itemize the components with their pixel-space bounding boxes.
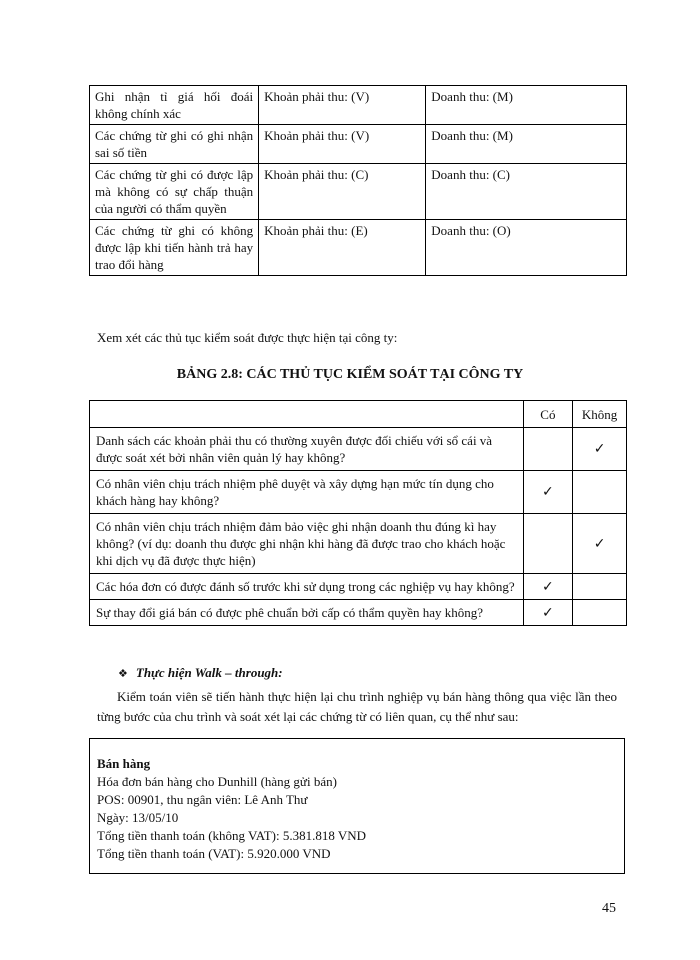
walkthrough-paragraph: Kiểm toán viên sẽ tiến hành thực hiện lại chu trình nghiệp vụ bán hàng thông qua việc lần theo từng bước của chu trình và soát xét lại các chứng từ có liên quan, cụ thể như sau: — [97, 689, 617, 724]
check-icon: ✓ — [542, 484, 554, 500]
table-cell: Khoản phải thu: (V) — [259, 125, 426, 164]
sales-record-box — [89, 738, 625, 874]
table-cell: Doanh thu: (M) — [426, 125, 627, 164]
table-cell: Khoản phải thu: (C) — [259, 164, 426, 220]
question-cell: Sự thay đổi giá bán có được phê chuẩn bởi cấp có thẩm quyền hay không? — [90, 600, 524, 626]
question-cell: Có nhân viên chịu trách nhiệm phê duyệt và xây dựng hạn mức tín dụng cho khách hàng hay không? — [90, 471, 524, 514]
table-row — [90, 125, 627, 164]
table-cell: Các chứng từ ghi có ghi nhận sai số tiền — [90, 125, 259, 164]
question-cell: Danh sách các khoản phải thu có thường xuyên được đối chiếu với sổ cái và được soát xét bởi nhân viên quản lý hay không? — [90, 428, 524, 471]
table-cell: Ghi nhận tỉ giá hối đoái không chính xác — [90, 86, 259, 125]
header-yes: Có — [523, 401, 573, 428]
sales-line: POS: 00901, thu ngân viên: Lê Anh Thư — [97, 792, 308, 807]
table-cell: Doanh thu: (O) — [426, 220, 627, 276]
table-row — [90, 600, 627, 626]
sales-line: Tổng tiền thanh toán (không VAT): 5.381.818 VND — [97, 828, 367, 843]
table-row — [90, 514, 627, 574]
question-cell: Có nhân viên chịu trách nhiệm đảm bảo việc ghi nhận doanh thu đúng kì hay không? (ví dụ: doanh thu được ghi nhận khi hàng đã được trao cho khách hoặc khi dịch vụ đã được thực hiện) — [90, 514, 524, 574]
walkthrough-heading-text: Thực hiện Walk – through: — [135, 665, 283, 680]
table-row — [90, 471, 627, 514]
table-header-row — [90, 401, 627, 428]
table-title: BẢNG 2.8: CÁC THỦ TỤC KIỂM SOÁT TẠI CÔNG TY — [176, 367, 524, 382]
intro-text: Xem xét các thủ tục kiểm soát được thực hiện tại công ty: — [97, 330, 398, 345]
header-question — [90, 401, 524, 428]
table-cell: Khoản phải thu: (E) — [259, 220, 426, 276]
table-cell: Khoản phải thu: (V) — [259, 86, 426, 125]
sales-line: Ngày: 13/05/10 — [97, 810, 179, 825]
table-row — [90, 164, 627, 220]
sales-heading: Bán hàng — [97, 756, 151, 771]
check-icon: ✓ — [542, 578, 554, 595]
page-number: 45 — [602, 901, 616, 916]
check-icon: ✓ — [593, 535, 606, 552]
table-cell: Các chứng từ ghi có được lập mà không có sự chấp thuận của người có thẩm quyền — [90, 164, 259, 220]
table-cell: Doanh thu: (C) — [426, 164, 627, 220]
control-procedures-table — [89, 400, 627, 626]
check-icon: ✓ — [593, 441, 606, 457]
table-cell: Các chứng từ ghi có không được lập khi tiến hành trả hay trao đổi hàng — [90, 220, 259, 276]
sales-line: Hóa đơn bán hàng cho Dunhill (hàng gửi bán) — [97, 774, 337, 789]
table-row — [90, 428, 627, 471]
misstatement-table — [89, 85, 627, 276]
header-no: Không — [573, 401, 627, 428]
diamond-bullet-icon: ❖ — [118, 667, 128, 680]
walkthrough-heading — [118, 665, 283, 681]
table-row — [90, 86, 627, 125]
table-row — [90, 220, 627, 276]
table-cell: Doanh thu: (M) — [426, 86, 627, 125]
table-row — [90, 574, 627, 600]
sales-line: Tổng tiền thanh toán (VAT): 5.920.000 VND — [97, 846, 331, 861]
check-icon: ✓ — [542, 604, 554, 621]
question-cell: Các hóa đơn có được đánh số trước khi sử dụng trong các nghiệp vụ hay không? — [90, 574, 524, 600]
